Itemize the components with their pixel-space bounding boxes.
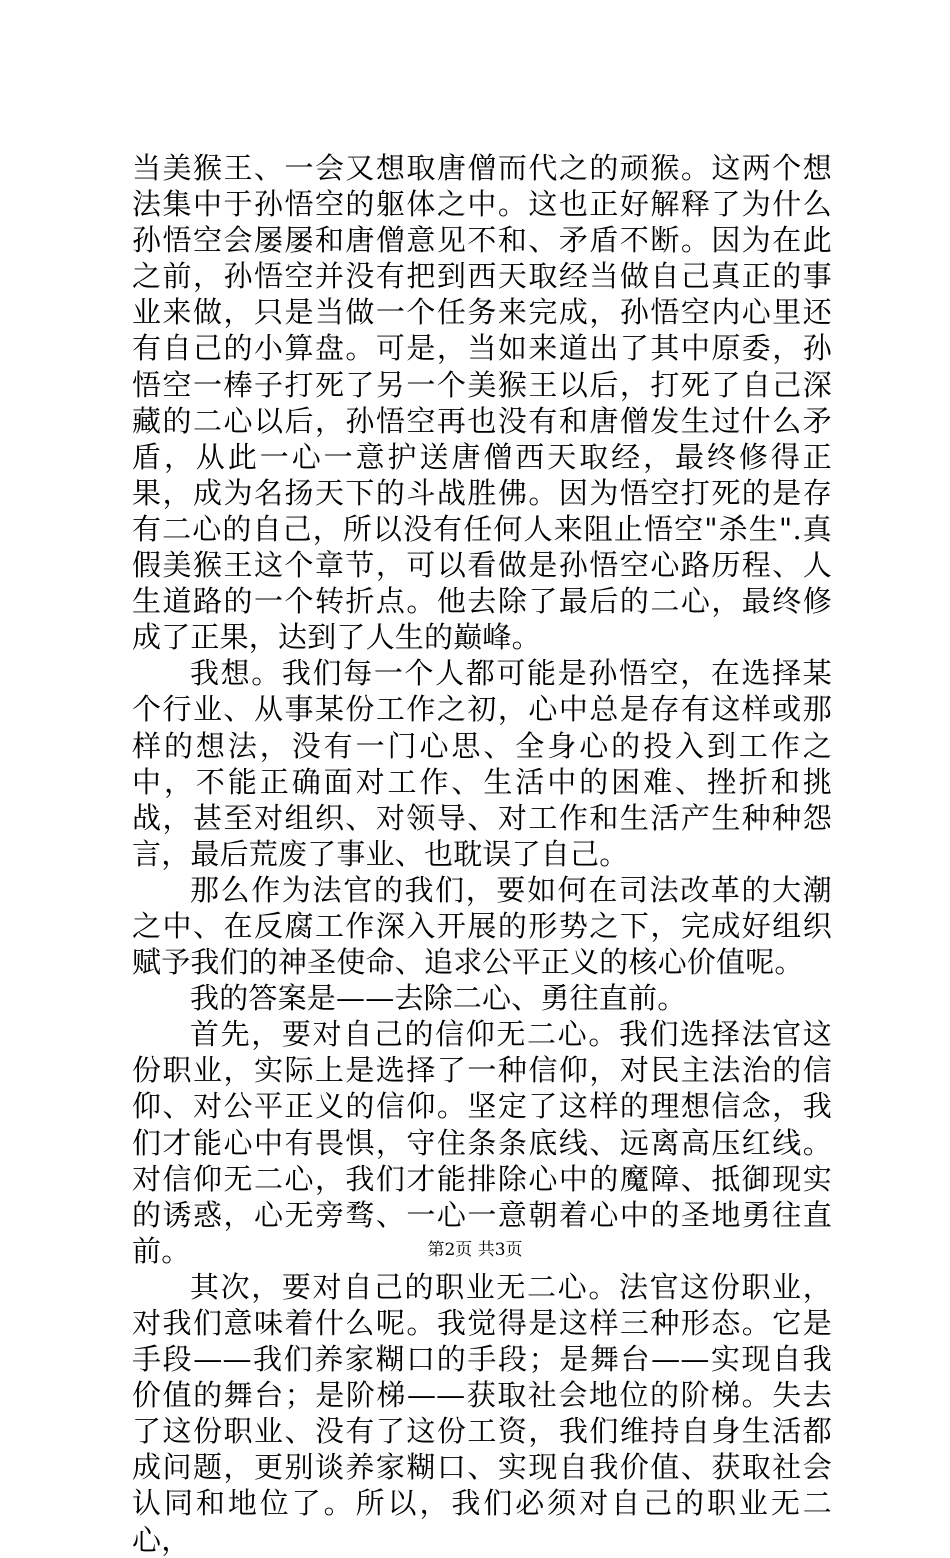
paragraph-1: 当美猴王、一会又想取唐僧而代之的顽猴。这两个想法集中于孙悟空的躯体之中。这也正好解释了为什么孙悟空会屡屡和唐僧意见不和、矛盾不断。因为在此之前，孙悟空并没有把到西天取经当做自己真正的事业来做，只是当做一个任务来完成，孙悟空内心里还有自己的小算盘。可是，当如来道出了其中原委，孙悟空一棒子打死了另一个美猴王以后，打死了自己深藏的二心以后，孙悟空再也没有和唐僧发生过什么矛盾，从此一心一意护送唐僧西天取经，最终修得正果，成为名扬天下的斗战胜佛。因为悟空打死的是存有二心的自己，所以没有任何人来阻止悟空"杀生".真假美猴王这个章节，可以看做是孙悟空心路历程、人生道路的一个转折点。他去除了最后的二心，最终修成了正果，达到了人生的巅峰。 <box>132 151 832 655</box>
paragraph-3: 那么作为法官的我们，要如何在司法改革的大潮之中、在反腐工作深入开展的形势之下，完成好组织赋予我们的神圣使命、追求公平正义的核心价值呢。 <box>132 872 832 980</box>
paragraph-4: 我的答案是——去除二心、勇往直前。 <box>190 981 687 1016</box>
document-body <box>132 150 832 1558</box>
paragraph-6: 其次，要对自己的职业无二心。法官这份职业，对我们意味着什么呢。我觉得是这样三种形态。它是手段——我们养家糊口的手段；是舞台——实现自我价值的舞台；是阶梯——获取社会地位的阶梯。失去了这份职业、没有了这份工资，我们维持自身生活都成问题，更别谈养家糊口、实现自我价值、获取社会认同和地位了。所以，我们必须对自己的职业无二心， <box>132 1269 832 1557</box>
paragraph-5: 首先，要对自己的信仰无二心。我们选择法官这份职业，实际上是选择了一种信仰，对民主法治的信仰、对公平正义的信仰。坚定了这样的理想信念，我们才能心中有畏惧，守住条条底线、远离高压红线。对信仰无二心，我们才能排除心中的魔障、抵御现实的诱惑，心无旁骛、一心一意朝着心中的圣地勇往直前。 <box>132 1017 832 1268</box>
paragraph-2: 我想。我们每一个人都可能是孙悟空，在选择某个行业、从事某份工作之初，心中总是存有这样或那样的想法，没有一门心思、全身心的投入到工作之中，不能正确面对工作、生活中的困难、挫折和挑战，甚至对组织、对领导、对工作和生活产生种种怨言，最后荒废了事业、也耽误了自己。 <box>132 656 832 871</box>
page-number-label: 第2页 共3页 <box>427 1240 523 1260</box>
page-footer <box>0 1239 950 1261</box>
